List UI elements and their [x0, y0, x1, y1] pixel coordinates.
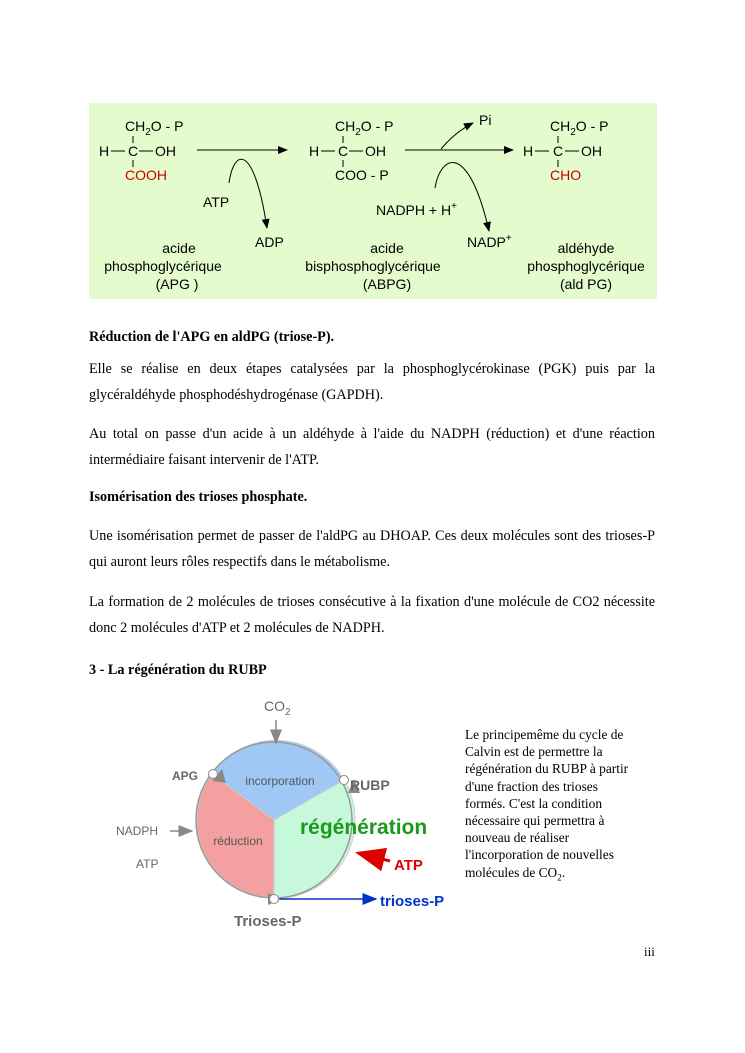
- calvin-cycle-diagram: [100, 693, 462, 933]
- atp-left-label: ATP: [136, 857, 159, 871]
- svg-text:H: H: [309, 143, 320, 159]
- trioses-out-label: trioses-P: [380, 893, 445, 910]
- nadph-in: NADPH + H+: [376, 201, 457, 218]
- svg-text:C: C: [128, 143, 139, 159]
- svg-text:COO - P: COO - P: [335, 167, 389, 183]
- atp-in: ATP: [203, 194, 230, 210]
- svg-text:CH2O - P: $CH_2O$ - P: [125, 118, 184, 138]
- trioses-p-label: Trioses-P: [234, 913, 302, 930]
- svg-text:(ABPG): (ABPG): [362, 276, 412, 292]
- svg-text:C: C: [338, 143, 349, 159]
- molecule-aldpg: [523, 118, 645, 292]
- svg-text:(ald PG): (ald PG): [559, 276, 613, 292]
- svg-text:CH2O - P: $CH_2O$ - P: [335, 118, 394, 138]
- apg-label: APG: [172, 769, 199, 783]
- reduction-label: réduction: [213, 834, 263, 848]
- svg-text:aldéhyde: aldéhyde: [557, 240, 615, 256]
- svg-text:H: H: [523, 143, 534, 159]
- svg-text:bisphosphoglycérique: bisphosphoglycérique: [305, 258, 441, 274]
- paragraph-reduction-steps: Elle se réalise en deux étapes catalysées par la phosphoglycérokinase (PGK) puis par la glycéraldéhyde phosphodéshydrogénase (GAPDH).: [89, 361, 655, 403]
- paragraph-reduction-total: Au total on passe d'un acide à un aldéhyde à l'aide du NADPH (réduction) et d'une réaction intermédiaire faisant intervenir de l'ATP.: [89, 426, 655, 468]
- svg-text:acide: acide: [162, 240, 196, 256]
- trioses-node: [270, 895, 279, 904]
- svg-text:(APG ): (APG ): [155, 276, 199, 292]
- svg-text:CH2O - P: $CH_2O$ - P: [550, 118, 609, 138]
- atp-right-label: ATP: [394, 857, 423, 874]
- section-heading-reduction: Réduction de l'APG en aldPG (triose-P).: [89, 329, 335, 345]
- cycle-sidenote: Le principemême du cycle de Calvin est de permettre la régénération du RUBP à partir d'une fraction des trioses formés. C'est la condition nécessaire qui permettra à nouveau de réaliser l'incorporation de nouvelles molécules de $CO_2$.: [465, 727, 629, 883]
- svg-text:phosphoglycérique: phosphoglycérique: [104, 258, 222, 274]
- adp-out: ADP: [255, 234, 284, 250]
- aldehyde-group: CHO: [550, 167, 582, 183]
- svg-text:OH: OH: [155, 143, 176, 159]
- page-number: iii: [644, 944, 655, 959]
- regeneration-label: régénération: [300, 816, 428, 839]
- reaction-figure: [89, 103, 657, 299]
- nadp-out: NADP+: [467, 233, 512, 250]
- paragraph-trioses-formation: La formation de 2 molécules de trioses consécutive à la fixation d'une molécule de CO2 nécessite donc 2 molécules d'ATP et 2 molécules de NADPH.: [89, 594, 655, 636]
- incorporation-label: incorporation: [245, 774, 315, 788]
- section-heading-regeneration: 3 - La régénération du RUBP: [89, 662, 267, 678]
- nadph-label: NADPH: [116, 824, 159, 838]
- section-heading-isomerisation: Isomérisation des trioses phosphate.: [89, 489, 308, 505]
- apg-node: [209, 770, 218, 779]
- co2-label: $CO_2$: [264, 698, 291, 718]
- svg-text:OH: OH: [581, 143, 602, 159]
- svg-text:C: C: [553, 143, 564, 159]
- rubp-node: [340, 776, 349, 785]
- rubp-label: RUBP: [350, 777, 390, 793]
- calvin-cycle-figure: [100, 693, 462, 933]
- svg-text:OH: OH: [365, 143, 386, 159]
- svg-text:H: H: [99, 143, 110, 159]
- paragraph-isomerisation: Une isomérisation permet de passer de l'aldPG au DHOAP. Ces deux molécules sont des trioses-P qui auront leurs rôles respectifs dans le métabolisme.: [89, 528, 655, 570]
- svg-text:phosphoglycérique: phosphoglycérique: [527, 258, 645, 274]
- reaction-diagram: [89, 103, 657, 299]
- pi-released: Pi: [479, 112, 492, 128]
- svg-text:acide: acide: [370, 240, 404, 256]
- carboxyl-group: COOH: [125, 167, 167, 183]
